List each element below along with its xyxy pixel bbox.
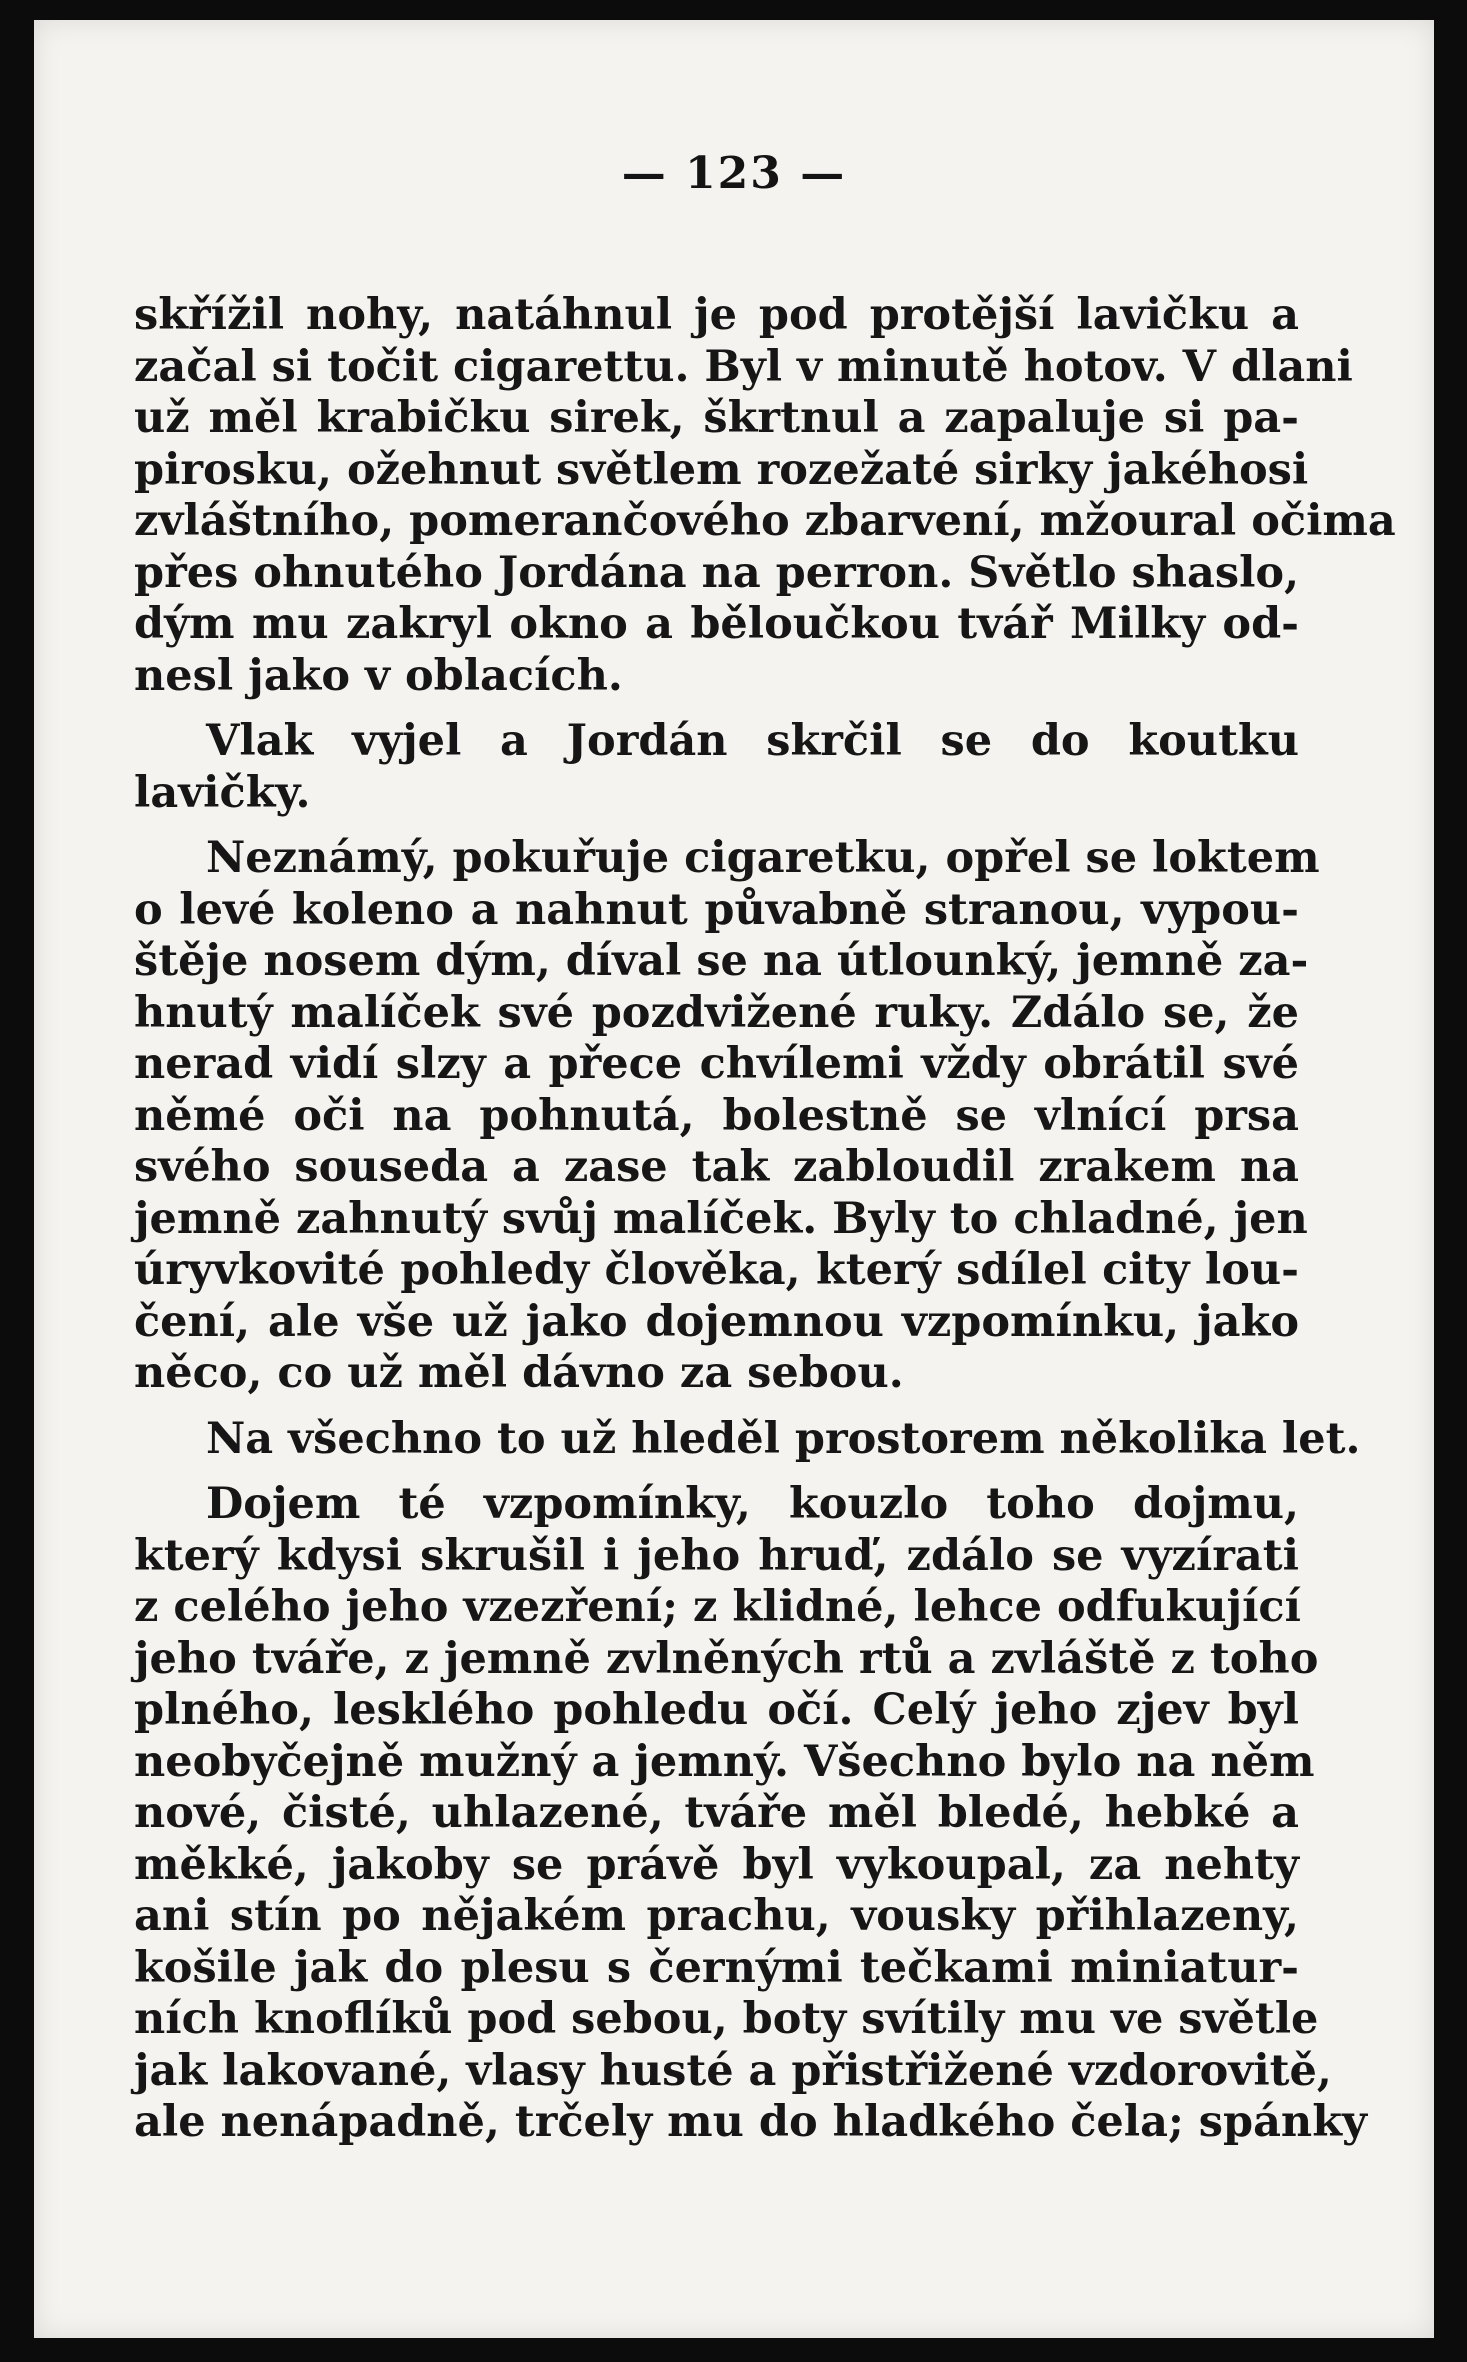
text-line: ních knoflíků pod sebou, boty svítily mu ve světle [134,1994,1319,2044]
text-line: ani stín po nějakém prachu, vousky přihlazeny, [134,1891,1299,1941]
body-text [134,290,1396,2149]
text-line: lavičky. [134,767,311,818]
paragraph [134,1479,1367,2149]
text-line: něco, co už měl dávno za sebou. [134,1348,904,1398]
text-line: jeho tváře, z jemně zvlněných rtů a zvláště z toho [134,1633,1319,1684]
text-line: Dojem té vzpomínky, kouzlo toho dojmu, [206,1479,1299,1529]
text-line: němé oči na pohnutá, bolestně se vlnící prsa [134,1090,1299,1141]
text-line: o levé koleno a nahnut půvabně stranou, vypou- [134,884,1299,935]
book-page [34,20,1434,2338]
text-line: zvláštního, pomerančového zbarvení, mžoural očima [134,496,1396,546]
text-line: neobyčejně mužný a jemný. Všechno bylo na něm [134,1736,1315,1787]
paragraph [134,833,1320,1400]
paragraph [134,290,1396,702]
text-line: jak lakované, vlasy husté a přistřižené vzdorovitě, [134,2045,1332,2096]
text-line: čení, ale vše už jako dojemnou vzpomínku, jako [134,1296,1299,1347]
text-line: svého souseda a zase tak zabloudil zrakem na [134,1142,1299,1192]
paragraph [134,716,1299,819]
text-line: začal si točit cigarettu. Byl v minutě hotov. V dlani [134,341,1353,392]
text-line: už měl krabičku sirek, škrtnul a zapaluje si pa- [134,393,1299,443]
text-line: úryvkovité pohledy člověka, který sdílel city lou- [134,1245,1299,1295]
text-line: dým mu zakryl okno a běloučkou tvář Milky od- [134,599,1299,649]
text-line: jemně zahnutý svůj malíček. Byly to chladné, jen [134,1193,1308,1244]
text-line: Neznámý, pokuřuje cigaretku, opřel se loktem [206,833,1320,883]
text-line: plného, lesklého pohledu očí. Celý jeho zjev byl [134,1685,1299,1735]
text-line: ale nenápadně, trčely mu do hladkého čela; spánky [134,2097,1367,2147]
text-line: přes ohnutého Jordána na perron. Světlo shaslo, [134,547,1300,598]
text-line: štěje nosem dým, díval se na útlounký, jemně za- [134,936,1309,986]
text-line: z celého jeho vzezření; z klidné, lehce odfukující [134,1582,1301,1632]
text-line: Vlak vyjel a Jordán skrčil se do koutku [206,716,1299,766]
text-line: Na všechno to už hleděl prostorem několika let. [206,1413,1361,1464]
text-line: nesl jako v oblacích. [134,650,623,701]
text-line: nerad vidí slzy a přece chvílemi vždy obrátil své [134,1039,1299,1089]
text-line: hnutý malíček své pozdvižené ruky. Zdálo se, že [134,987,1299,1038]
text-line: košile jak do plesu s černými tečkami miniatur- [134,1942,1299,1993]
text-line: měkké, jakoby se právě byl vykoupal, za nehty [134,1839,1299,1890]
text-line: skřížil nohy, natáhnul je pod protější lavičku a [134,290,1299,340]
paragraph [134,1413,1361,1466]
text-line: který kdysi skrušil i jeho hruď, zdálo se vyzírati [134,1530,1299,1581]
text-line: nové, čisté, uhlazené, tváře měl bledé, hebké a [134,1788,1299,1838]
text-line: pirosku, ožehnut světlem rozežaté sirky jakéhosi [134,444,1309,495]
page-number: — 123 — [621,148,847,199]
